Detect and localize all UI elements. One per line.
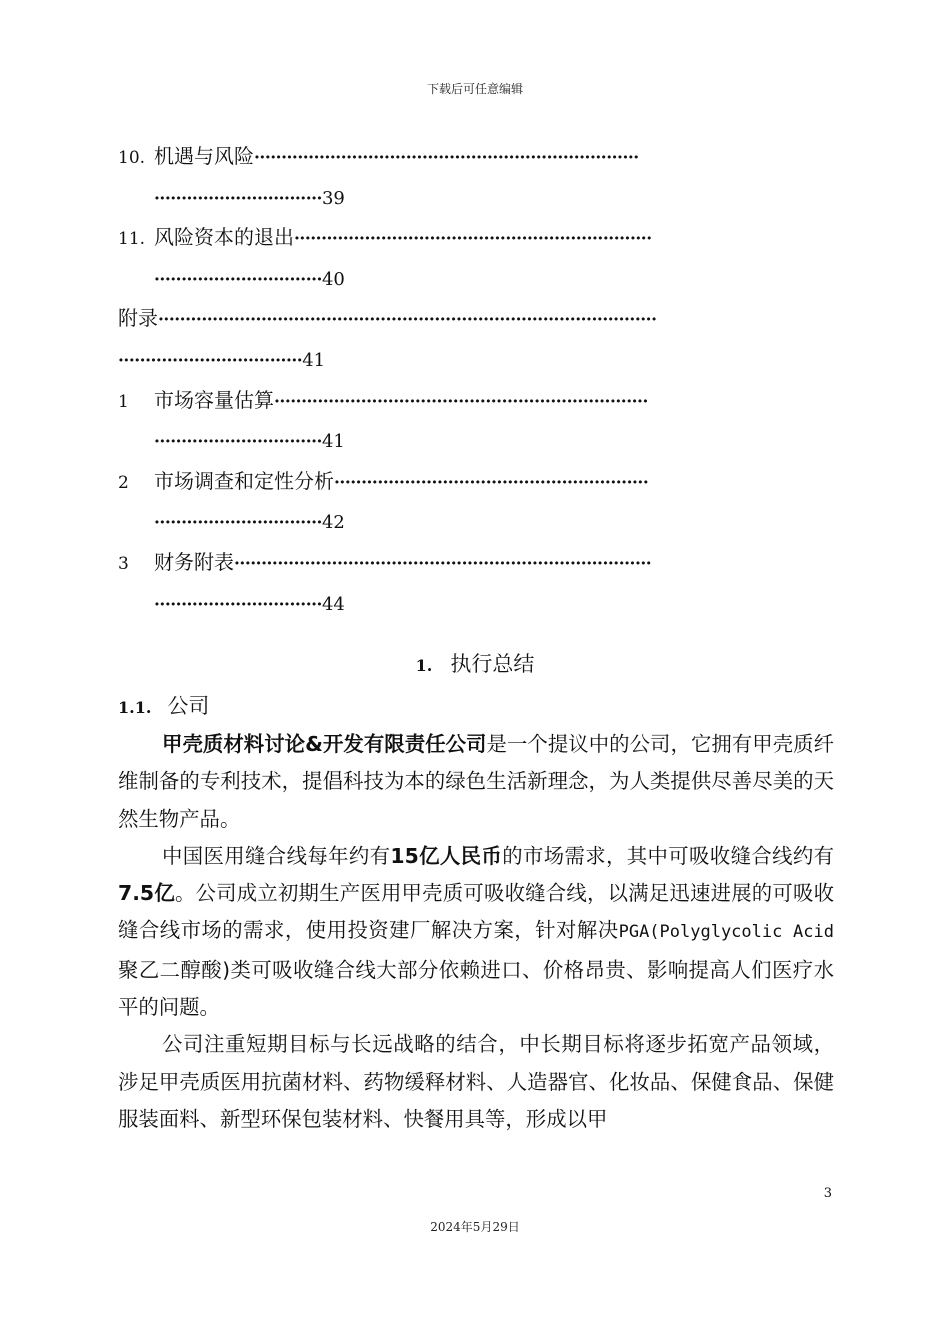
toc-entry-appendix-continuation bbox=[118, 339, 838, 380]
toc-entry-11[interactable] bbox=[118, 217, 838, 258]
toc-entry-appendix[interactable] bbox=[118, 298, 838, 339]
toc-title: 附录 bbox=[118, 306, 158, 331]
pga-term: PGA(Polyglycolic Acid bbox=[618, 922, 834, 943]
toc-page: 44 bbox=[321, 593, 345, 615]
toc-page: 42 bbox=[321, 512, 345, 534]
paragraph-text: 。公司成立初期生产医用甲壳质可吸收缝合线，以满足迅速进展的可吸收缝合线市场的需求，使用投资建厂解决方案，针对解决 bbox=[118, 881, 834, 943]
toc-leader: ···························································································· bbox=[158, 310, 657, 331]
paragraph-strategy: 公司注重短期目标与长远战略的结合，中长期目标将逐步拓宽产品领域，涉足甲壳质医用抗菌材料、药物缓释材料、人造器官、化妆品、保健食品、保健服装面料、新型环保包装材料、快餐用具等，形成以甲 bbox=[118, 1032, 834, 1131]
section-title: 执行总结 bbox=[450, 652, 535, 676]
toc-leader: ············································································· bbox=[234, 553, 652, 574]
toc-page: 39 bbox=[321, 187, 345, 209]
toc-leader: ·························································· bbox=[334, 472, 649, 493]
subsection-title: 公司 bbox=[167, 694, 210, 718]
paragraph-text: 中国医用缝合线每年约有 bbox=[162, 843, 391, 868]
toc-leader: ······························· bbox=[154, 188, 322, 209]
toc-entry-10[interactable] bbox=[118, 136, 838, 177]
toc-leader: ······························· bbox=[154, 432, 322, 453]
toc-page: 41 bbox=[321, 431, 345, 453]
body-text bbox=[118, 726, 834, 1138]
company-name: 甲壳质材料讨论&开发有限责任公司 bbox=[162, 732, 487, 756]
toc-page: 40 bbox=[321, 268, 345, 290]
page-header: 下载后可任意编辑 bbox=[426, 82, 523, 96]
toc-title: 市场调查和定性分析 bbox=[154, 468, 334, 493]
toc-leader: ······································································· bbox=[254, 148, 639, 168]
subsection-number: 1.1. bbox=[118, 698, 152, 717]
toc-title: 财务附表 bbox=[154, 549, 234, 574]
toc-page: 41 bbox=[302, 349, 326, 371]
paragraph-market bbox=[118, 838, 834, 1026]
section-number: 1. bbox=[415, 656, 433, 675]
paragraph-company-intro bbox=[118, 726, 834, 838]
toc-leader: ·································································· bbox=[294, 229, 652, 250]
toc-entry-11-continuation bbox=[118, 258, 838, 299]
toc-leader: ······························· bbox=[154, 594, 322, 615]
toc-leader: ······························· bbox=[154, 269, 322, 290]
paragraph-text: 的市场需求，其中可吸收缝合线约有 bbox=[502, 843, 835, 868]
toc-number: 3 bbox=[118, 553, 129, 574]
market-value: 15亿人民币 bbox=[390, 843, 503, 868]
toc-number: 11. bbox=[118, 229, 146, 250]
toc-entry-appendix-1[interactable] bbox=[118, 380, 838, 421]
toc-number: 2 bbox=[118, 472, 129, 493]
section-heading bbox=[0, 648, 950, 678]
absorbable-value: 7.5亿 bbox=[118, 881, 175, 906]
toc-number: 10. bbox=[118, 148, 146, 168]
toc-leader: ······························· bbox=[154, 513, 322, 534]
toc-entry-appendix-3[interactable] bbox=[118, 542, 838, 583]
toc-leader: ·································· bbox=[118, 350, 303, 371]
toc-entry-appendix-1-continuation bbox=[118, 420, 838, 461]
toc-entry-appendix-3-continuation bbox=[118, 583, 838, 624]
table-of-contents bbox=[118, 136, 838, 623]
toc-title: 风险资本的退出 bbox=[154, 225, 294, 250]
page-number: 3 bbox=[823, 1186, 832, 1201]
toc-entry-appendix-2-continuation bbox=[118, 501, 838, 542]
toc-title: 市场容量估算 bbox=[154, 387, 274, 412]
paragraph-text: 是一个提议中的公司，它拥有甲壳质纤维制备的专利技术，提倡科技为本的绿色生活新理念，为人类提供尽善尽美的天然生物产品。 bbox=[118, 732, 834, 831]
toc-leader: ····································································· bbox=[274, 391, 648, 412]
paragraph-text: 聚乙二醇酸)类可吸收缝合线大部分依赖进口、价格昂贵、影响提高人们医疗水平的问题。 bbox=[118, 957, 834, 1020]
subsection-heading bbox=[118, 690, 209, 720]
toc-entry-appendix-2[interactable] bbox=[118, 461, 838, 502]
toc-entry-10-continuation bbox=[118, 177, 838, 218]
page-footer-date: 2024年5月29日 bbox=[430, 1220, 520, 1234]
toc-title: 机遇与风险 bbox=[154, 144, 254, 168]
toc-number: 1 bbox=[118, 391, 129, 412]
